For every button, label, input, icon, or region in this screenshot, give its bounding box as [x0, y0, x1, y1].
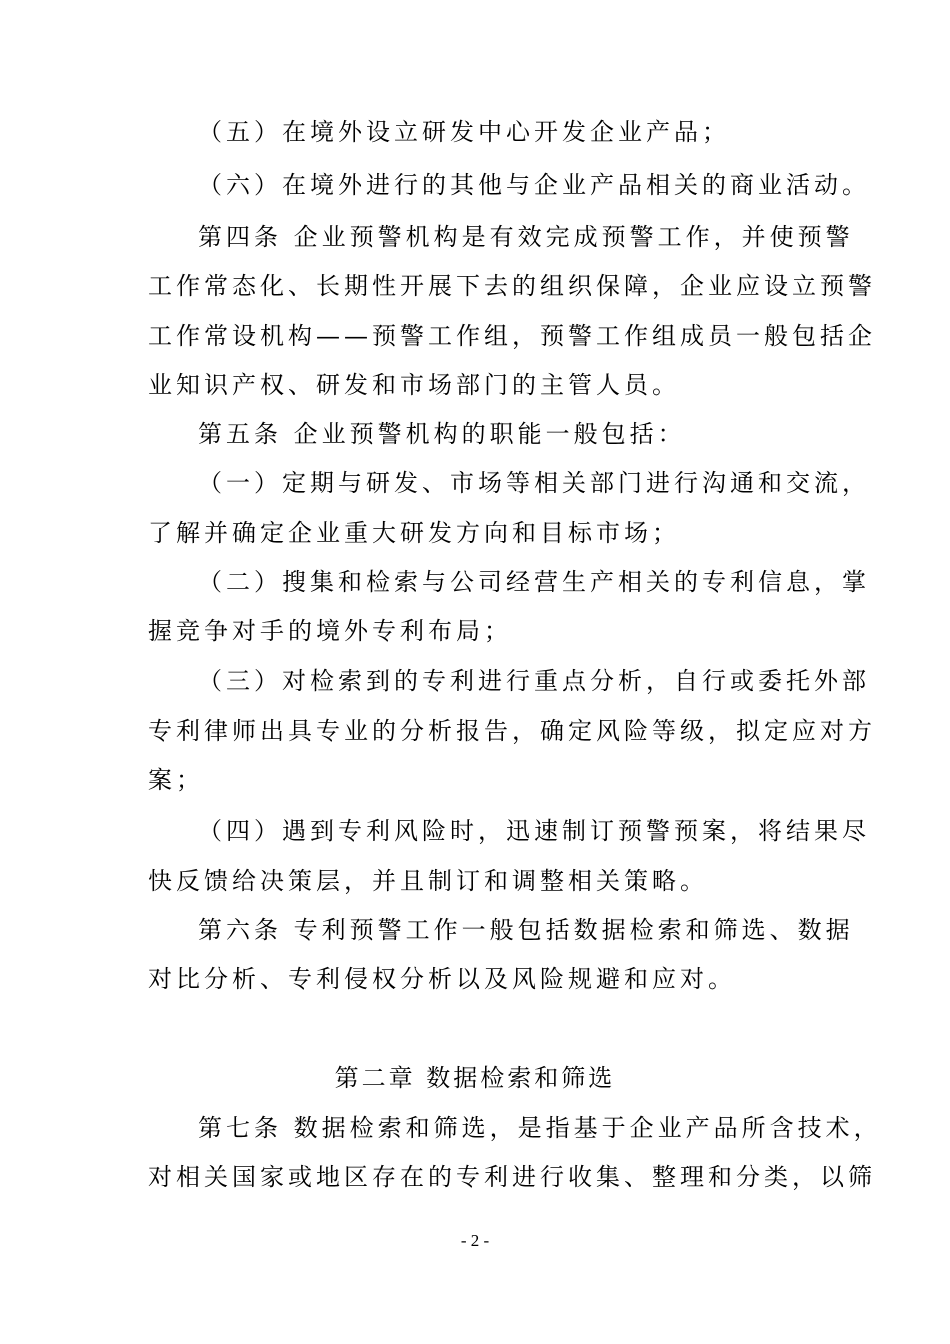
paragraph-line: （四）遇到专利风险时，迅速制订预警预案，将结果尽	[198, 817, 870, 845]
paragraph-line: 工作常态化、长期性开展下去的组织保障，企业应设立预警	[148, 272, 876, 300]
paragraph-line: 案；	[148, 766, 204, 794]
paragraph-line: 专利律师出具专业的分析报告，确定风险等级，拟定应对方	[148, 717, 876, 745]
paragraph-line: 快反馈给决策层，并且制订和调整相关策略。	[148, 867, 708, 895]
paragraph-line: 握竞争对手的境外专利布局；	[148, 617, 512, 645]
paragraph-line: 了解并确定企业重大研发方向和目标市场；	[148, 519, 680, 547]
paragraph-line: 对相关国家或地区存在的专利进行收集、整理和分类，以筛	[148, 1163, 876, 1191]
paragraph-line: 第七条 数据检索和筛选，是指基于企业产品所含技术，	[198, 1114, 882, 1142]
paragraph-line: 业知识产权、研发和市场部门的主管人员。	[148, 371, 680, 399]
paragraph-line: （五）在境外设立研发中心开发企业产品；	[198, 118, 730, 146]
page-number: - 2 -	[460, 1231, 490, 1250]
paragraph-line: 工作常设机构——预警工作组，预警工作组成员一般包括企	[148, 322, 876, 350]
paragraph-line: 第六条 专利预警工作一般包括数据检索和筛选、数据	[198, 916, 854, 944]
paragraph-line: 对比分析、专利侵权分析以及风险规避和应对。	[148, 965, 736, 993]
paragraph-line: 第五条 企业预警机构的职能一般包括：	[198, 420, 686, 448]
paragraph-line: （六）在境外进行的其他与企业产品相关的商业活动。	[198, 171, 870, 199]
paragraph-line: （一）定期与研发、市场等相关部门进行沟通和交流，	[198, 469, 870, 497]
paragraph-line: （二）搜集和检索与公司经营生产相关的专利信息，掌	[198, 568, 870, 596]
chapter-heading: 第二章 数据检索和筛选	[334, 1064, 616, 1092]
paragraph-line: 第四条 企业预警机构是有效完成预警工作，并使预警	[198, 223, 854, 251]
paragraph-line: （三）对检索到的专利进行重点分析，自行或委托外部	[198, 667, 870, 695]
